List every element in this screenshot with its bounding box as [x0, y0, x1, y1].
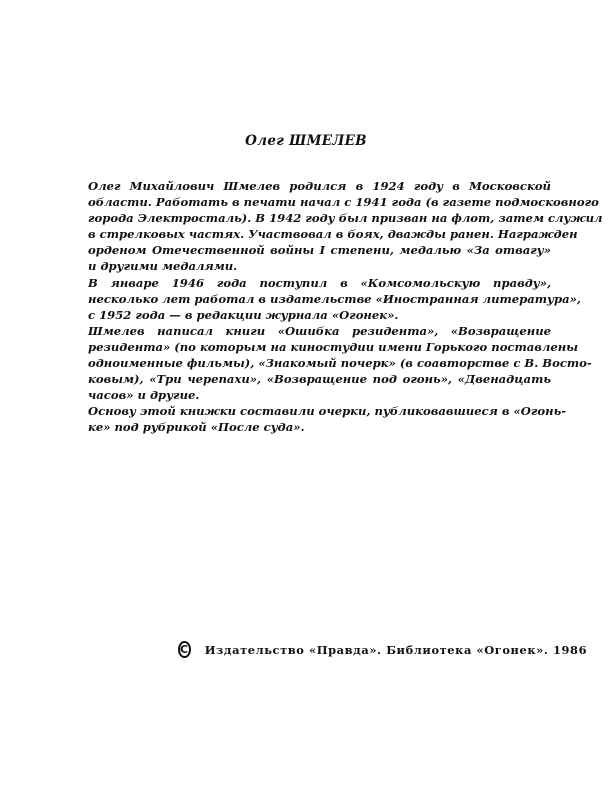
copyright-icon: C [180, 643, 189, 656]
bio-paragraph [88, 275, 581, 323]
bio-line: и другими медалями. [88, 259, 238, 274]
bio-line: ковым), «Три черепахи», «Возвращение под огонь», «Двенадцать [88, 372, 551, 387]
bio-line: Шмелев написал книги «Ошибка резидента», «Возвращение [88, 323, 551, 338]
bio-line: одноименные фильмы), «Знакомый почерк» (в соавторстве с В. Восто- [88, 356, 592, 371]
copyright-text: Издательство «Правда». Библиотека «Огонек». 1986 [204, 642, 588, 657]
bio-line: в стрелковых частях. Участвовал в боях, дважды ранен. Награжден [88, 227, 578, 242]
bio-paragraph [88, 323, 592, 403]
bio-line: несколько лет работал в издательстве «Иностранная литература», [88, 291, 581, 306]
bio-line: ке» под рубрикой «После суда». [88, 420, 305, 435]
bio-line: В январе 1946 года поступил в «Комсомольскую правду», [88, 275, 551, 290]
bio-paragraph [88, 178, 603, 275]
author-name: Олег ШМЕЛЕВ [245, 133, 367, 149]
bio-line: орденом Отечественной войны I степени, медалью «За отвагу» [88, 243, 551, 258]
bio-line: города Электросталь). В 1942 году был призван на флот, затем служил [88, 211, 603, 226]
bio-line: области. Работать в печати начал с 1941 года (в газете подмосковного [88, 195, 599, 210]
bio-line: резидента» (по которым на киностудии имени Горького поставлены [88, 339, 579, 354]
bio-line: Олег Михайлович Шмелев родился в 1924 году в Московской [88, 179, 551, 193]
author-biography [88, 178, 603, 436]
bio-line: часов» и другие. [88, 388, 200, 403]
bio-line: с 1952 года — в редакции журнала «Огонек». [88, 307, 399, 322]
copyright-notice [178, 641, 588, 658]
bio-paragraph [88, 403, 567, 435]
bio-line: Основу этой книжки составили очерки, публиковавшиеся в «Огонь- [88, 404, 567, 419]
